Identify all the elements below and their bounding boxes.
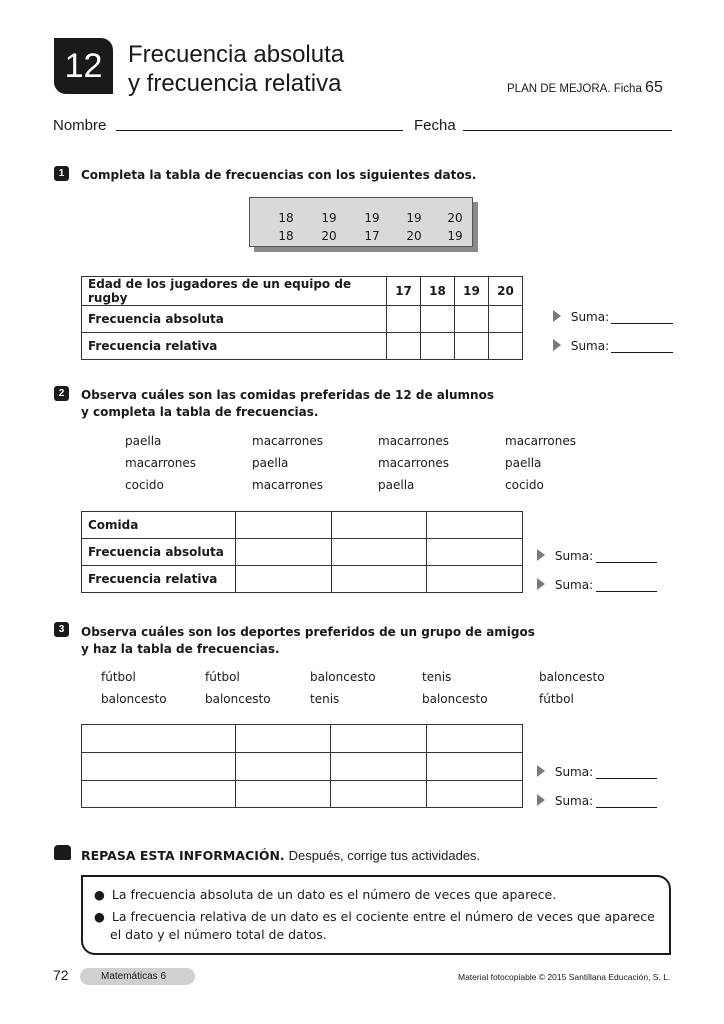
word: macarrones xyxy=(252,434,323,448)
word: macarrones xyxy=(378,434,449,448)
instruction-line: y completa la tabla de frecuencias. xyxy=(81,405,319,419)
answer-cell[interactable] xyxy=(427,725,523,753)
fecha-field[interactable] xyxy=(463,130,672,131)
word: fútbol xyxy=(101,670,136,684)
word: baloncesto xyxy=(539,670,605,684)
review-heading-text: Después, corrige tus actividades. xyxy=(288,848,481,863)
suma-answer-line[interactable] xyxy=(611,352,673,353)
answer-cell[interactable] xyxy=(82,753,236,781)
arrow-right-icon xyxy=(553,339,561,351)
suma-row xyxy=(537,578,593,592)
arrow-right-icon xyxy=(537,549,545,561)
table-header-cell: Edad de los jugadores de un equipo de rugby xyxy=(82,277,387,306)
exercise-1-instruction: Completa la tabla de frecuencias con los siguientes datos. xyxy=(81,168,477,182)
review-bullet xyxy=(94,908,655,926)
answer-cell[interactable] xyxy=(331,753,427,781)
page-number: 72 xyxy=(53,967,69,983)
word: paella xyxy=(252,456,289,470)
bullet-text: La frecuencia relativa de un dato es el cociente entre el número de veces que aparece xyxy=(111,909,655,924)
frequency-table-1 xyxy=(81,276,523,360)
suma-row xyxy=(537,549,593,563)
suma-label: Suma: xyxy=(554,765,594,779)
data-value: 19 xyxy=(447,229,463,243)
bullet-text: La frecuencia absoluta de un dato es el número de veces que aparece. xyxy=(111,887,557,902)
review-icon xyxy=(54,845,71,860)
word: baloncesto xyxy=(422,692,488,706)
answer-cell[interactable] xyxy=(235,725,331,753)
data-value: 18 xyxy=(278,211,294,225)
table-row-label: Frecuencia relativa xyxy=(82,333,387,360)
table-column-header: 19 xyxy=(455,277,489,306)
answer-cell[interactable] xyxy=(235,512,331,539)
instruction-line: Observa cuáles son las comidas preferidas de 12 de alumnos xyxy=(81,388,494,402)
suma-answer-line[interactable] xyxy=(596,778,657,779)
title-line-2: y frecuencia relativa xyxy=(128,70,342,97)
table-row-label: Frecuencia absoluta xyxy=(82,306,387,333)
data-card xyxy=(249,197,473,247)
data-value: 17 xyxy=(364,229,380,243)
exercise-3-instruction xyxy=(81,624,535,658)
suma-answer-line[interactable] xyxy=(596,562,657,563)
ficha-number: 65 xyxy=(645,79,663,96)
data-value: 20 xyxy=(406,229,422,243)
exercise-3-number: 3 xyxy=(54,622,69,637)
suma-row xyxy=(537,794,593,808)
plan-text: PLAN DE MEJORA. Ficha xyxy=(507,83,642,95)
exercise-2-number: 2 xyxy=(54,386,69,401)
arrow-right-icon xyxy=(537,578,545,590)
table-column-header: 20 xyxy=(488,277,522,306)
suma-answer-line[interactable] xyxy=(596,591,657,592)
answer-cell[interactable] xyxy=(331,539,427,566)
answer-cell[interactable] xyxy=(331,566,427,593)
data-value: 19 xyxy=(364,211,380,225)
arrow-right-icon xyxy=(537,765,545,777)
bullet-icon: ● xyxy=(94,887,105,902)
copyright-text: Material fotocopiable © 2015 Santillana Educación, S. L. xyxy=(458,972,671,982)
table-column-header: 18 xyxy=(421,277,455,306)
nombre-field[interactable] xyxy=(116,130,403,131)
answer-cell[interactable] xyxy=(331,781,427,808)
suma-label: Suma: xyxy=(570,339,610,353)
answer-cell[interactable] xyxy=(331,512,427,539)
suma-answer-line[interactable] xyxy=(611,323,673,324)
answer-cell[interactable] xyxy=(387,306,421,333)
instruction-line: y haz la tabla de frecuencias. xyxy=(81,642,280,656)
word: tenis xyxy=(310,692,340,706)
suma-label: Suma: xyxy=(554,549,594,563)
suma-answer-line[interactable] xyxy=(596,807,657,808)
page-title xyxy=(128,40,344,98)
suma-row xyxy=(553,310,609,324)
answer-cell[interactable] xyxy=(235,539,331,566)
table-row-label: Comida xyxy=(82,512,236,539)
word: macarrones xyxy=(378,456,449,470)
word: paella xyxy=(378,478,415,492)
fecha-label: Fecha xyxy=(414,117,456,134)
word: fútbol xyxy=(539,692,574,706)
answer-cell[interactable] xyxy=(427,512,523,539)
frequency-table-3 xyxy=(81,724,523,808)
answer-cell[interactable] xyxy=(235,753,331,781)
data-value: 20 xyxy=(321,229,337,243)
data-value: 19 xyxy=(406,211,422,225)
subject-label: Matemáticas 6 xyxy=(80,968,195,985)
table-row-label: Frecuencia relativa xyxy=(82,566,236,593)
data-value: 19 xyxy=(321,211,337,225)
word: cocido xyxy=(125,478,164,492)
word: paella xyxy=(505,456,542,470)
answer-cell[interactable] xyxy=(82,781,236,808)
data-value: 20 xyxy=(447,211,463,225)
sheet-number-badge: 12 xyxy=(54,38,113,94)
table-column-header: 17 xyxy=(387,277,421,306)
arrow-right-icon xyxy=(553,310,561,322)
arrow-right-icon xyxy=(537,794,545,806)
answer-cell[interactable] xyxy=(427,753,523,781)
answer-cell[interactable] xyxy=(82,725,236,753)
answer-cell[interactable] xyxy=(387,333,421,360)
exercise-2-instruction xyxy=(81,387,494,421)
answer-cell[interactable] xyxy=(331,725,427,753)
bullet-text-continued: el dato y el número total de datos. xyxy=(110,927,327,942)
word: cocido xyxy=(505,478,544,492)
answer-cell[interactable] xyxy=(235,566,331,593)
answer-cell[interactable] xyxy=(455,333,489,360)
frequency-table-2 xyxy=(81,511,523,593)
review-heading-bold: REPASA ESTA INFORMACIÓN. xyxy=(81,848,285,863)
word: baloncesto xyxy=(205,692,271,706)
plan-label xyxy=(507,79,663,97)
bullet-icon: ● xyxy=(94,909,105,924)
exercise-1-number: 1 xyxy=(54,166,69,181)
answer-cell[interactable] xyxy=(455,306,489,333)
answer-cell[interactable] xyxy=(488,333,522,360)
suma-row xyxy=(553,339,609,353)
word: baloncesto xyxy=(101,692,167,706)
word: macarrones xyxy=(252,478,323,492)
word: macarrones xyxy=(505,434,576,448)
suma-label: Suma: xyxy=(554,578,594,592)
word: baloncesto xyxy=(310,670,376,684)
answer-cell[interactable] xyxy=(488,306,522,333)
table-row-label: Frecuencia absoluta xyxy=(82,539,236,566)
answer-cell[interactable] xyxy=(235,781,331,808)
word: macarrones xyxy=(125,456,196,470)
answer-cell[interactable] xyxy=(421,306,455,333)
word: fútbol xyxy=(205,670,240,684)
review-bullet xyxy=(94,886,556,904)
answer-cell[interactable] xyxy=(427,566,523,593)
suma-label: Suma: xyxy=(554,794,594,808)
suma-label: Suma: xyxy=(570,310,610,324)
title-line-1: Frecuencia absoluta xyxy=(128,41,345,68)
answer-cell[interactable] xyxy=(427,539,523,566)
nombre-label: Nombre xyxy=(53,117,107,134)
word: paella xyxy=(125,434,162,448)
suma-row xyxy=(537,765,593,779)
answer-cell[interactable] xyxy=(421,333,455,360)
instruction-line: Observa cuáles son los deportes preferidos de un grupo de amigos xyxy=(81,625,535,639)
answer-cell[interactable] xyxy=(427,781,523,808)
review-heading xyxy=(81,848,480,863)
data-value: 18 xyxy=(278,229,294,243)
word: tenis xyxy=(422,670,452,684)
